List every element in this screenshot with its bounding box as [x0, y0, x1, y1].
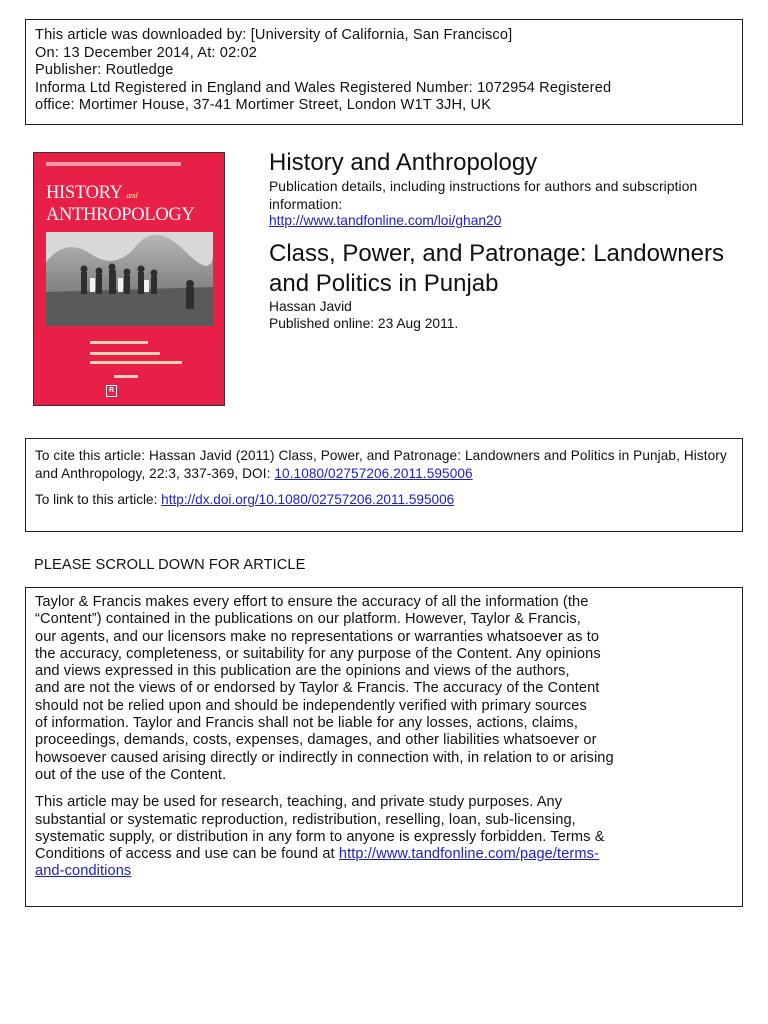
download-date-line: On: 13 December 2014, At: 02:02	[35, 44, 258, 61]
cover-title-and: and	[126, 191, 138, 200]
cover-special-issue-text	[90, 341, 148, 344]
publication-details-text: Publication details, including instructions for authors and subscription information:	[269, 179, 698, 212]
cover-small-text	[114, 375, 138, 378]
article-link-line	[35, 491, 733, 509]
article-title: Class, Power, and Patronage: Landowners and Politics in Punjab	[269, 240, 724, 297]
usage-terms-paragraph: This article may be used for research, teaching, and private study purposes. Any substantial or systematic reproduction, redistribution, reselling, loan, sub-licensing, systematic supply, or distribution in any form to anyone is expressly forbidden. Terms & Conditions of access and use can be found at http://www.tandfonline.com/page/terms- and-conditions	[35, 794, 605, 880]
cover-issue-strip	[46, 162, 181, 166]
office-address-line: office: Mortimer House, 37-41 Mortimer Street, London W1T 3JH, UK	[35, 97, 492, 113]
disclaimer-paragraph: Taylor & Francis makes every effort to ensure the accuracy of all the information (the “Content”) contained in the publications on our platform. However, Taylor & Francis, our agents, and our licensors make no representations or warranties whatsoever as to the accuracy, completeness, or suitability for any purpose of the Content. Any opinions and views expressed in this publication are the opinions and views of the authors, and are not the views of or endorsed by Taylor & Francis. The accuracy of the Content should not be relied upon and should be independently verified with primary sources of information. Taylor and Francis shall not be liable for any losses, actions, claims, proceedings, demands, costs, expenses, damages, and other liabilities whatsoever or howsoever caused arising directly or indirectly in connection with, in relation to or arising out of the use of the Content.	[35, 594, 614, 783]
published-date: Published online: 23 Aug 2011.	[269, 316, 459, 331]
journal-cover-image	[33, 152, 225, 406]
cover-title-line1: HISTORY and	[46, 183, 138, 203]
journal-link[interactable]	[269, 212, 501, 230]
registration-line: Informa Ltd Registered in England and Wales Registered Number: 1072954 Registered	[35, 79, 612, 96]
article-author: Hassan Javid	[269, 299, 352, 314]
article-doi-url-link[interactable]: http://dx.doi.org/10.1080/02757206.2011.595006	[161, 492, 455, 507]
cover-photo	[46, 232, 213, 326]
citation-text: To cite this article: Hassan Javid (2011) Class, Power, and Patronage: Landowners and Politics in Punjab, History and Anthropology, 22:3, 337-369, DOI: 10.1080/02757206.2011.595006	[35, 448, 727, 481]
terms-link-continued[interactable]: and-conditions	[35, 863, 132, 880]
publisher-line: Publisher: Routledge	[35, 62, 174, 78]
download-info-box	[25, 19, 743, 125]
cover-title-line2: ANTHROPOLOGY	[46, 205, 195, 225]
citation-box	[25, 438, 743, 532]
terms-link[interactable]: http://www.tandfonline.com/page/terms-	[338, 846, 599, 863]
cover-guest-editors-text	[90, 361, 182, 364]
disclaimer-box	[25, 587, 743, 907]
article-link-label: To link to this article:	[35, 492, 162, 507]
scroll-down-note: PLEASE SCROLL DOWN FOR ARTICLE	[34, 557, 306, 573]
doi-link[interactable]: 10.1080/02757206.2011.595006	[274, 466, 473, 481]
journal-title: History and Anthropology	[269, 149, 538, 176]
routledge-logo-icon: R	[106, 385, 117, 397]
cover-editor-text	[90, 352, 160, 355]
download-info-line: This article was downloaded by: [University of California, San Francisco]	[35, 27, 513, 43]
journal-url-link[interactable]: http://www.tandfonline.com/loi/ghan20	[269, 213, 502, 228]
